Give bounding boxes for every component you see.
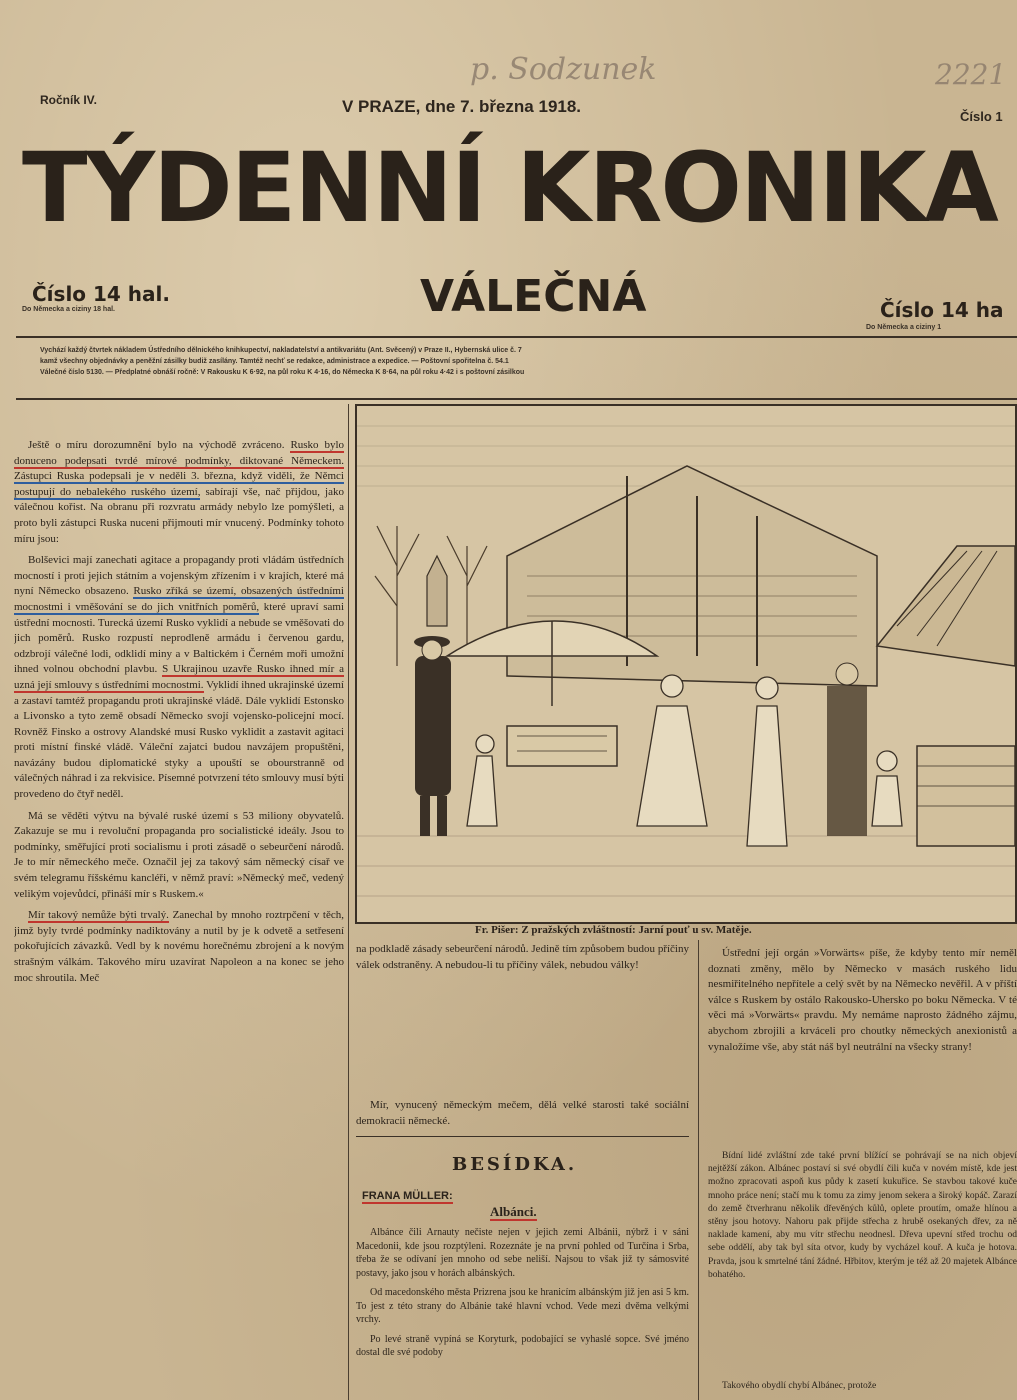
column-divider — [698, 940, 699, 1400]
paragraph: Od macedonského města Prizrena jsou ke hranicím albánským již jen asi 5 km. To jest z této strany do Albánie také hlavní vchod. Vede mezi dvěma velkými vrchy. — [356, 1287, 689, 1325]
market-scene-drawing — [357, 406, 1015, 922]
market-illustration — [355, 404, 1017, 924]
masthead-title: TÝDENNÍ KRONIKA — [22, 132, 997, 244]
right-story-end — [708, 1380, 1017, 1400]
text-rest: které upraví sami ústřední mocnosti. Turecká území Rusko vyklidí a nebude se vměšovati do jich poměrů. Rusko rozpustí neprodleně armádu i červenou gardu, odzbrojí válečné lodi, odklidí miny a v Baltickém i Černém moři umožní ihned volnou obchodní plavbu. — [14, 600, 344, 676]
handwritten-note: p. Sodzunek — [470, 52, 657, 87]
text-rest: Vyklidí ihned ukrajinské území a zastaví tamtéž propagandu proti ukrajinské vládě. Dále vyklidí Estonsko a Livonsko a tyto země obsadí Německo svojí vojensko-policejní mocí. Rovněž Finsko a ostrovy Alandské musí Rusko vyklidit a zastavit agitaci proti místní finské vládě. Váleční zajatci budou navzájem propuštěni, navázány budou diplomatické styky a upouští se obourstranně od válečných náhrad i za rekvisice. Písemné potvrzení této smlouvy musí býti provedeno do čtyř neděl. — [14, 678, 344, 801]
section-title: BESÍDKA. — [452, 1154, 578, 1175]
header-rule — [16, 336, 1017, 338]
volume-label: Ročník IV. — [40, 93, 97, 107]
underlined-red-text: S Ukrajinou uzavře Rusko ihned mír a uzná její smlouvy s ústředními mocnostmi. — [14, 663, 344, 691]
left-article — [14, 438, 344, 1400]
paragraph — [14, 553, 344, 803]
column-divider — [348, 404, 349, 1400]
imprint — [40, 345, 1015, 395]
text-rest: Zanechal by mnoho roztrpčení v těch, jimž byly tvrdé podmínky nadiktovány a nutil by je k odvetě a setřesení pokořujících závazků. Vedl by k novému horečnému zbrojení a k novým strašným válkám. Takového míru uzavírat Napoleon a na konec se jeho moc shroutila. Meč — [14, 909, 344, 984]
price-right: Číslo 14 ha — [880, 298, 1004, 322]
paragraph — [14, 908, 344, 986]
masthead-subtitle: VÁLEČNÁ — [420, 271, 647, 322]
underlined-red-text: Albánci. — [490, 1204, 537, 1219]
imprint-line: Válečné číslo 5130. — Předplatné obnáší ročně: V Rakousku K 6·92, na půl roku K 4·16, do Německa K 8·64, na půl roku 4·42 i s poštovní zásilkou — [40, 369, 525, 376]
imprint-line: kamž všechny objednávky a peněžní zásilky budiž zasílány. Tamtéž nechť se redakce, administrace a expedice. — Poštovní spořitelna č. 54.1 — [40, 358, 509, 365]
underlined-blue-text: Rusko zříká se území, obsazených ústředními mocnostmi i vměšování se do jich vnitřních poměrů, — [14, 585, 344, 613]
middle-article-top — [356, 942, 689, 1032]
underlined-red-text: Rusko bylo donuceno podepsati tvrdé mírové podmínky, diktované Německem. — [14, 439, 344, 467]
imprint-line: Vychází každý čtvrtek nákladem Ústředního dělnického knihkupectví, nakladatelství a antikvariátu (Ant. Svěcený) v Praze II., Hybernská ulice č. 7 — [40, 347, 522, 354]
issue-number: Číslo 1 — [960, 109, 1003, 124]
right-story — [708, 1150, 1017, 1376]
story-author — [362, 1190, 453, 1202]
paragraph: Albánce čili Arnauty nečiste nejen v jejich zemi Albánii, nýbrž i v sáni Macedonii, kde jsou rozptýleni. Rozeznáte je na první pohled od Turčína i Srba, třeba že se odívaní jen mnoho od sebe neliší. Najsou to však již ty sámosvité postavy, jako jsou v horách albánských. — [356, 1227, 689, 1279]
story-title — [490, 1204, 537, 1220]
section-rule — [356, 1136, 689, 1137]
illustration-caption: Fr. Pišer: Z pražských zvláštností: Jarní pouť u sv. Matěje. — [475, 924, 752, 936]
paragraph: Po levé straně vypíná se Koryturk, podobající se vyhaslé sopce. Své jméno dostal dle své podoby — [356, 1333, 689, 1358]
paragraph: Takového obydlí chybí Albánec, protože — [722, 1381, 877, 1391]
paragraph: na podkladě zásady sebeurčení národů. Jedině tím způsobem budou příčiny válek odstraněny. A nebudou-li tu příčiny válek, nebudou války! — [356, 943, 689, 971]
paragraph — [14, 438, 344, 547]
underlined-blue-text: Zástupci Ruska podepsali je v neděli 3. března, když viděli, že Němci postupují do nebalekého ruského území, — [14, 470, 344, 498]
text-lead: Bolševici mají zanechati agitace a propagandy proti vládám ústředních mocností i proti jejich státním a vojenským zřízením i v krajích, které má nyní Německo obsazeno. — [14, 554, 344, 598]
handwritten-number: 2221 — [935, 58, 1007, 91]
paragraph: Bídní lidé zvláštní zde také první blížící se pohrávají se na nich objeví nejtěžší zákon. Albánec postaví si své obydlí čili kuča v novém místě, kde jest možno zpracovati aspoň kus půdy k zasetí kukuřice. Se stavbou takové kuče mnoho práce není; stačí mu k tomu za zimy jenom sekera a široký kopáč. Zarazí do země čtverhranu několik dřevěných kůlů, oplete proutím, omaže hlínou a stěny jsou hotovy. Nahoru pak přijde střecha z hrubě osekaných dřev, za ně naklade kamení, aby mu vítr střechu neodnesl. Dřeva upevní střed trochu od sebe oddělí, aby tak byl síta otvor, kudy by vycházel kouř. A kuča je hotova. Pravda, jsou k smrtelné tání žádné. Hřbitov, kterým je též až 20 majetek Albánce bohatého. — [708, 1151, 1017, 1280]
price-right-foreign: Do Německa a ciziny 1 — [866, 324, 942, 331]
paragraph: Ústřední její orgán »Vorwärts« píše, že kdyby tento mír neměl doznati změny, mělo by Německo v masách ruského lidu nesmiřitelného nepřítele a celý svět by na Německo nevěřil. A v příští válce s Ruskem by ostálo Rakousko-Uhersko po boku Německa. V té věci má »Vorwärts« pravdu. My nemáme naprosto žádného zájmu, abychom zbrojili a krváceli pro choutky německých anexionistů a vynaložíme vše, aby stát náš byl neutrální na všecky strany! — [708, 947, 1017, 1053]
price-left: Číslo 14 hal. — [32, 282, 170, 306]
story-text — [356, 1226, 689, 1400]
underlined-red-text: FRANA MÜLLER: — [362, 1190, 453, 1202]
middle-article-bottom — [356, 1098, 689, 1132]
right-article — [708, 946, 1017, 1142]
paragraph: Má se věděti výtvu na bývalé ruské území s 53 miliony obyvatelů. Zakazuje se mu i revoluční propaganda pro socialistické ideály. Jsou to podmínky, směřující proti socialismu i proti zásadě o sebeurčení národů. Je to mír německého meče. Označil jej za takový sám německý císař ve svém telegramu říšskému kancléři, v němž praví: »Německý meč, vedený velikým vojevůdcí, přináší mír s Ruskem.« — [14, 809, 344, 900]
price-left-foreign: Do Německa a ciziny 18 hal. — [22, 306, 115, 313]
underlined-red-text: Mír takový nemůže býti trvalý. — [28, 909, 169, 922]
text-rest: sabírají vše, nač přijdou, jako válečnou kořist. Na obranu při rozvratu armády nebylo lze pomýšleti, a proto byli zástupci Ruska nuceni přijmouti mír vnucený. Podmínky tohoto míru jsou: — [14, 485, 344, 545]
paragraph: Mír, vynucený německým mečem, dělá velké starosti také sociální demokracii německé. — [356, 1099, 689, 1127]
text-lead: Ještě o míru dorozumnění bylo na východě zvráceno. — [28, 439, 291, 451]
imprint-rule — [16, 398, 1017, 400]
dateline: V PRAZE, dne 7. března 1918. — [342, 97, 582, 116]
